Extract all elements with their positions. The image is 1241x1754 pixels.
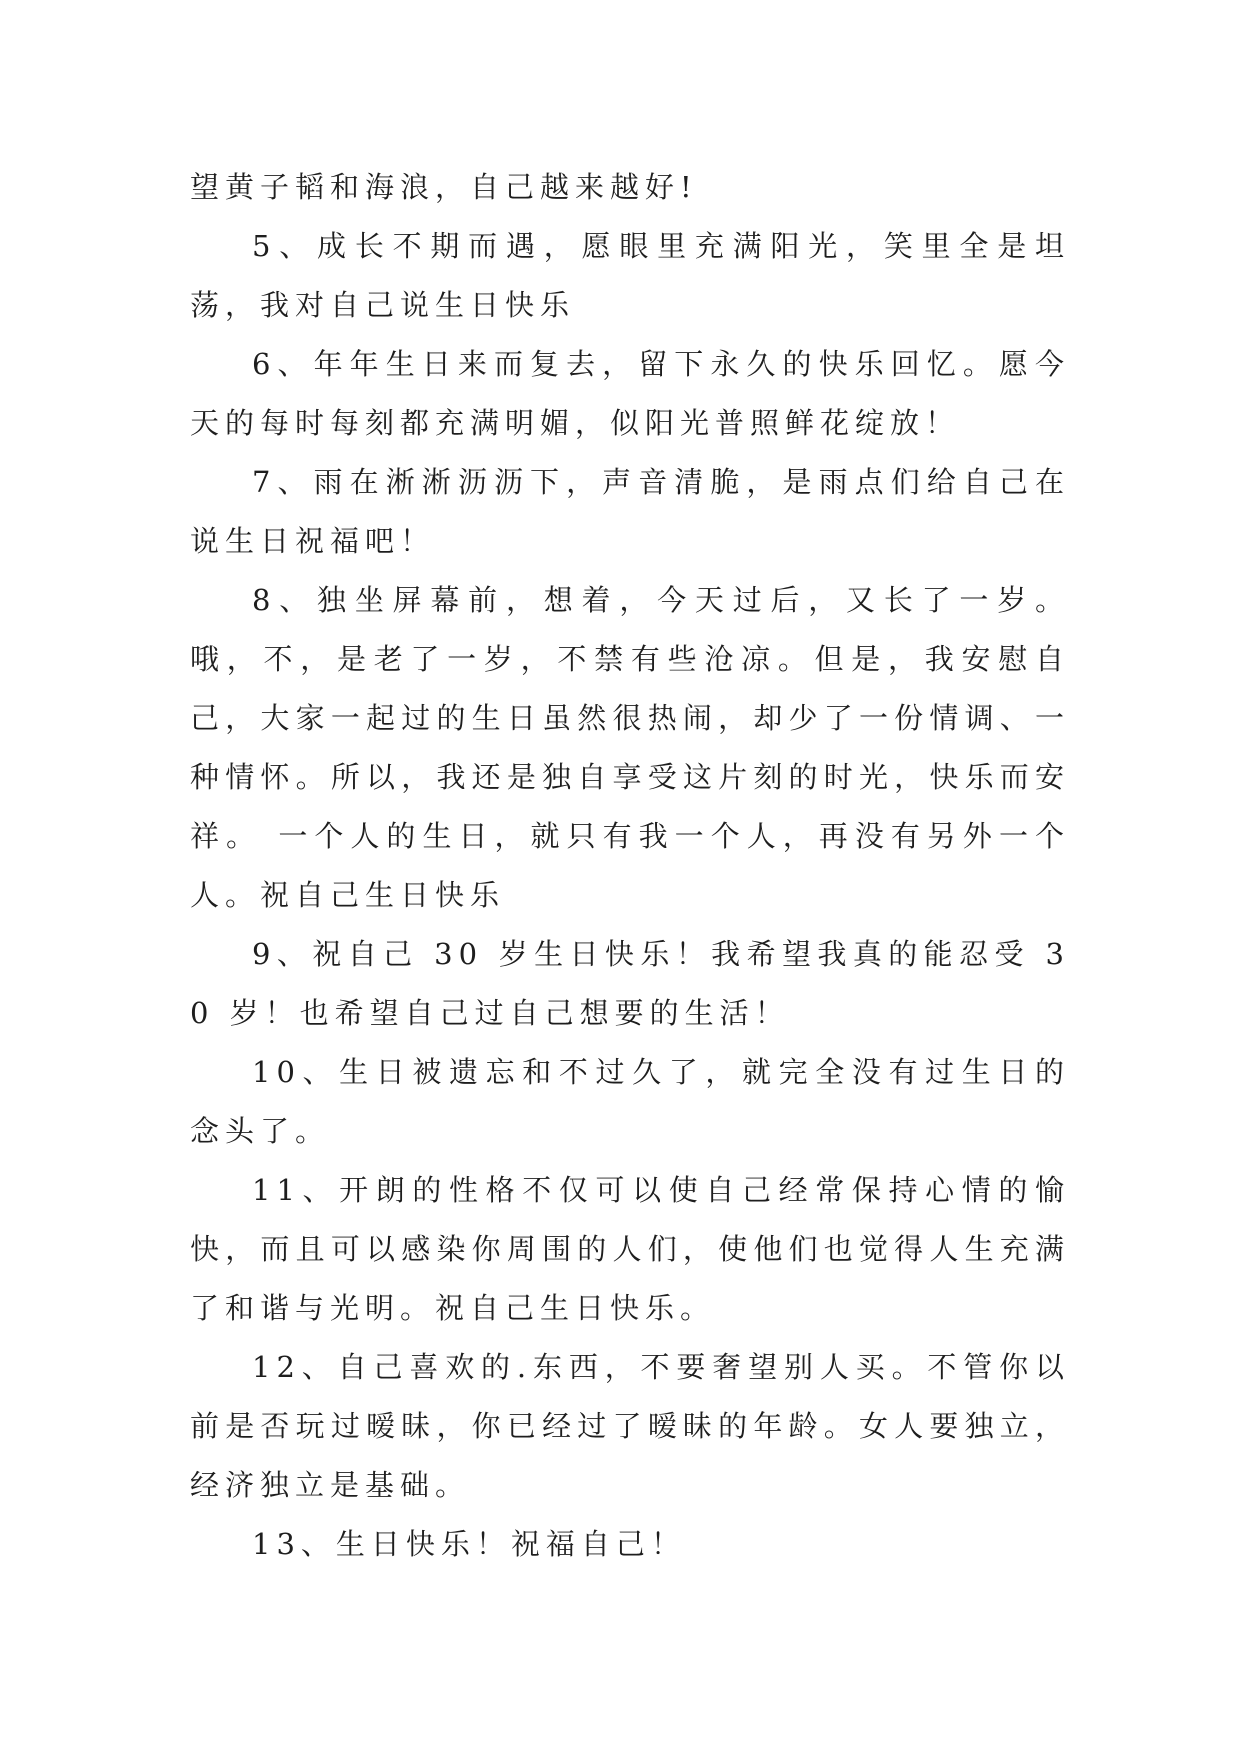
paragraph-7: 7、雨在淅淅沥沥下，声音清脆，是雨点们给自己在说生日祝福吧！ xyxy=(190,465,1070,558)
paragraph-13: 13、生日快乐！祝福自己！ xyxy=(252,1527,686,1561)
body-text xyxy=(190,158,1070,1574)
paragraph-9: 9、祝自己 30 岁生日快乐！我希望我真的能忍受 30 岁！也希望自己过自己想要的生活！ xyxy=(190,937,1070,1030)
paragraph-8: 8、独坐屏幕前，想着，今天过后，又长了一岁。哦，不，是老了一岁，不禁有些沧凉。但是，我安慰自己，大家一起过的生日虽然很热闹，却少了一份情调、一种情怀。所以，我还是独自享受这片刻的时光，快乐而安祥。 一个人的生日，就只有我一个人，再没有另外一个人。祝自己生日快乐 xyxy=(190,583,1070,912)
paragraph-12: 12、自己喜欢的.东西，不要奢望别人买。不管你以前是否玩过暧昧，你已经过了暧昧的年龄。女人要独立，经济独立是基础。 xyxy=(190,1350,1070,1502)
paragraph-5: 5、成长不期而遇，愿眼里充满阳光，笑里全是坦荡，我对自己说生日快乐 xyxy=(190,229,1070,322)
paragraph-10: 10、生日被遗忘和不过久了，就完全没有过生日的念头了。 xyxy=(190,1055,1070,1148)
paragraph-11: 11、开朗的性格不仅可以使自己经常保持心情的愉快，而且可以感染你周围的人们，使他们也觉得人生充满了和谐与光明。祝自己生日快乐。 xyxy=(190,1173,1070,1325)
paragraph-continuation: 望黄子韬和海浪，自己越来越好! xyxy=(190,170,698,204)
paragraph-6: 6、年年生日来而复去，留下永久的快乐回忆。愿今天的每时每刻都充满明媚，似阳光普照鲜花绽放！ xyxy=(190,347,1070,440)
